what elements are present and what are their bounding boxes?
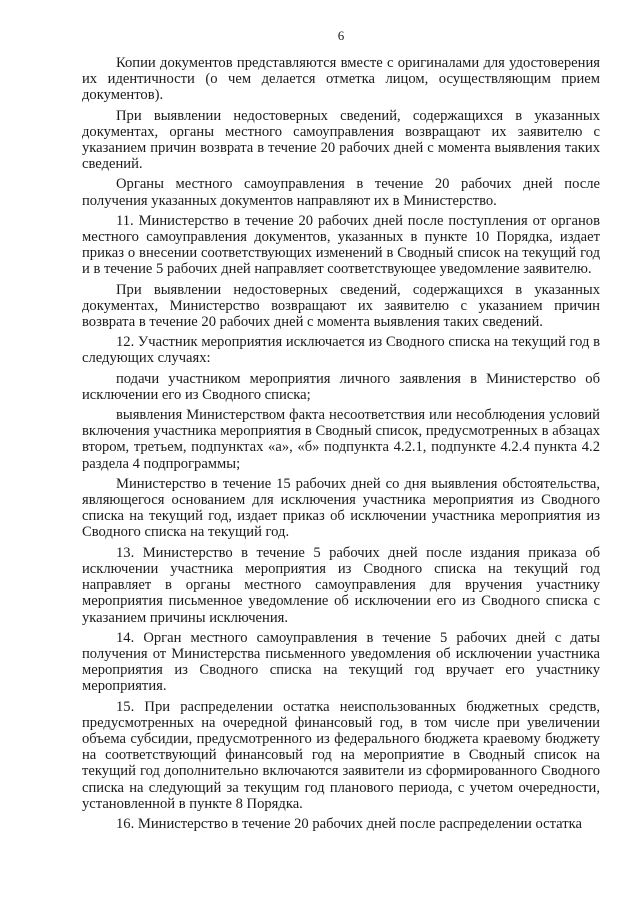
paragraph: подачи участником мероприятия личного заявления в Министерство об исключении его из Сводного списка; <box>82 370 600 403</box>
paragraph: При выявлении недостоверных сведений, содержащихся в указанных документах, органы местного самоуправления возвращают их заявителю с указанием причин возврата в течение 20 рабочих дней с момента выявления таких сведений. <box>82 107 600 173</box>
paragraph: 14. Орган местного самоуправления в течение 5 рабочих дней с даты получения от Министерства письменного уведомления об исключении участника мероприятия из Сводного списка на текущий год вручает его участнику мероприятия. <box>82 629 600 695</box>
paragraph: Министерство в течение 15 рабочих дней со дня выявления обстоятельства, являющегося основанием для исключения участника мероприятия из Сводного списка на текущий год, издает приказ об исключении участника мероприятия из Сводного списка на текущий год. <box>82 475 600 541</box>
page-number: 6 <box>337 28 345 43</box>
paragraph: 16. Министерство в течение 20 рабочих дней после распределении остатка <box>116 815 582 832</box>
paragraph: 11. Министерство в течение 20 рабочих дней после поступления от органов местного самоуправления документов, указанных в пункте 10 Порядка, издает приказ о внесении соответствующих изменений в Сводный список на текущий год и в течение 5 рабочих дней направляет соответствующее уведомление заявителю. <box>82 212 600 278</box>
paragraph: 12. Участник мероприятия исключается из Сводного списка на текущий год в следующих случаях: <box>82 334 600 367</box>
paragraph: 13. Министерство в течение 5 рабочих дней после издания приказа об исключении участника мероприятия из Сводного списка на текущий год направляет в органы местного самоуправления для вручения участнику мероприятия письменное уведомление об исключении его из Сводного списка с указанием причины исключения. <box>82 544 600 626</box>
paragraph: При выявлении недостоверных сведений, содержащихся в указанных документах, Министерство возвращают их заявителю с указанием причин возврата в течение 20 рабочих дней с момента выявления таких сведений. <box>82 281 600 331</box>
paragraph: Копии документов представляются вместе с оригиналами для удостоверения их идентичности (о чем делается отметка лицом, осуществляющим прием документов). <box>82 55 600 104</box>
paragraph: выявления Министерством факта несоответствия или несоблюдения условий включения участника мероприятия в Сводный список, предусмотренных в абзацах втором, третьем, подпунктах «а», «б» подпункта 4.2.1, подпункте 4.2.4 пункта 4.2 раздела 4 подпрограммы; <box>82 407 600 472</box>
paragraph: 15. При распределении остатка неиспользованных бюджетных средств, предусмотренных на очередной финансовый год, в том числе при увеличении объема субсидии, предусмотренного из федерального бюджета краевому бюджету на соответствующий финансовый год на мероприятие в Сводный список на текущий год дополнительно включаются заявители из сформированного Сводного списка на следующий за текущим год планового периода, с учетом очередности, установленной в пункте 8 Порядка. <box>82 698 600 812</box>
document-body <box>82 55 600 832</box>
paragraph: Органы местного самоуправления в течение 20 рабочих дней после получения указанных документов направляют их в Министерство. <box>82 176 600 209</box>
